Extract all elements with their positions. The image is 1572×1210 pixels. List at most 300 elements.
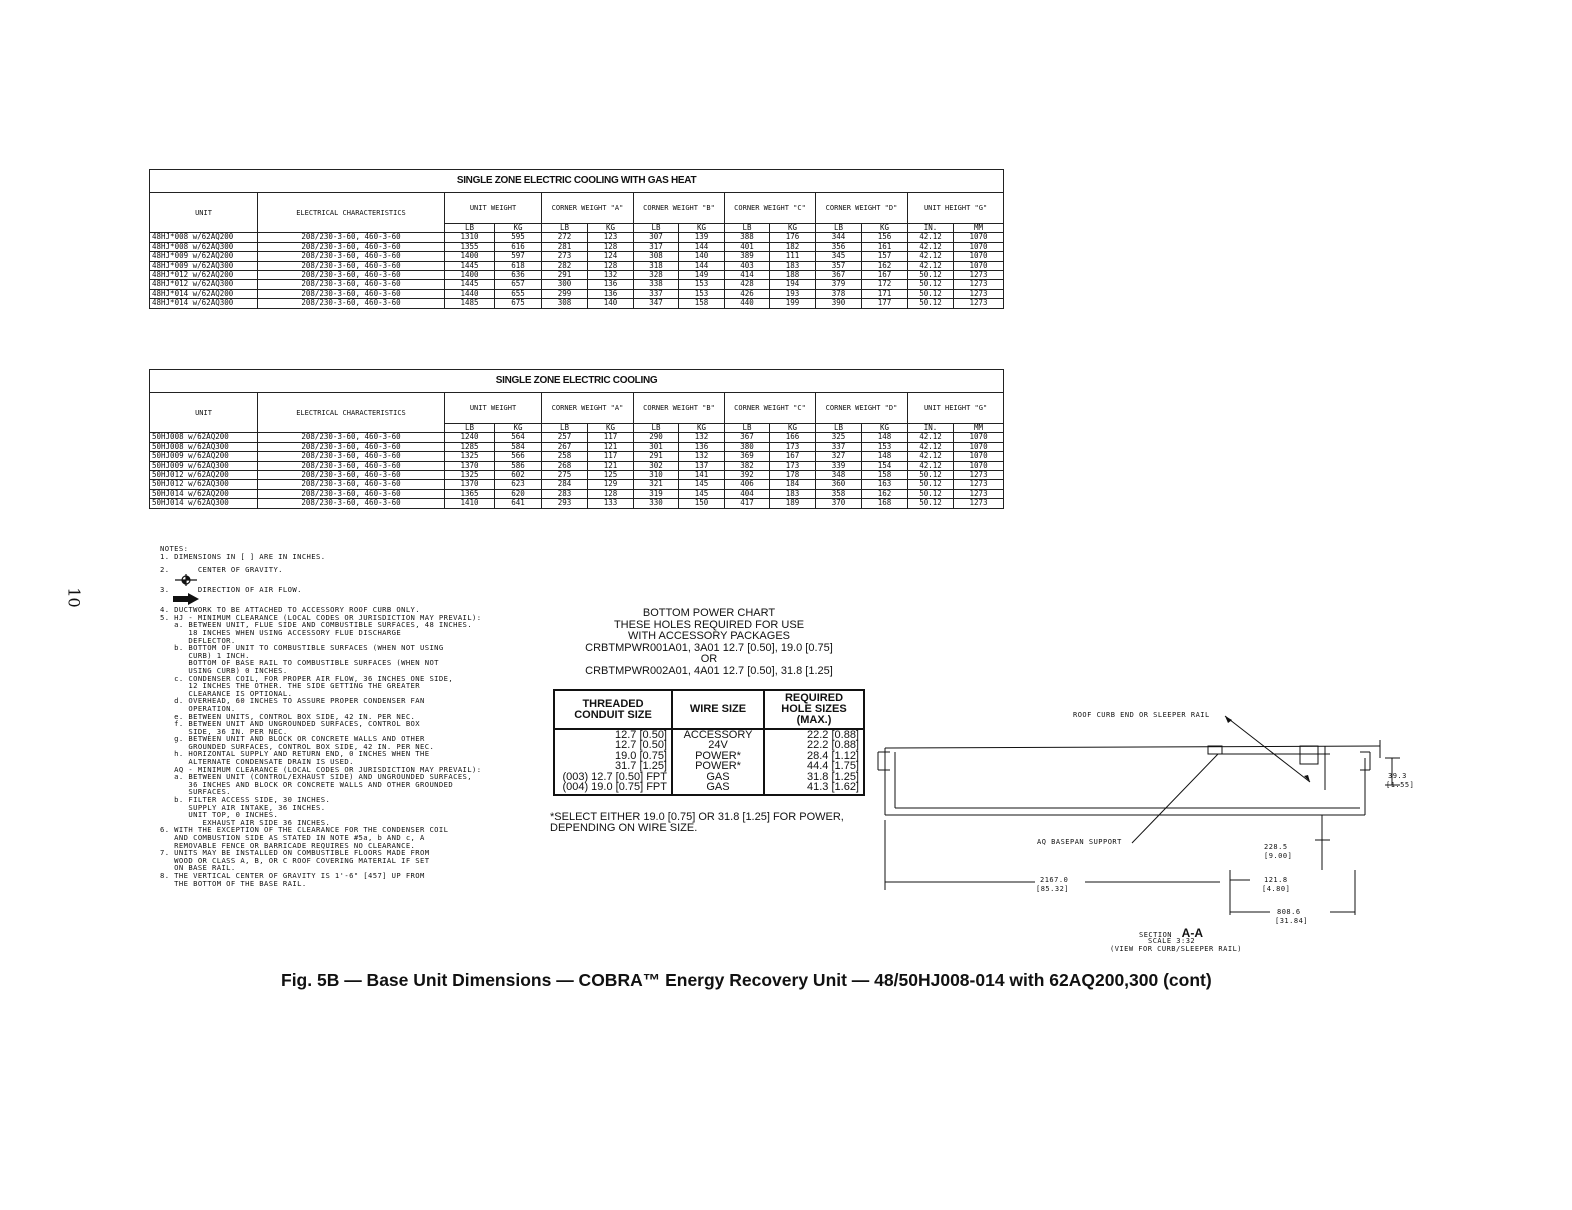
table-cell: 426 bbox=[725, 289, 770, 298]
note-line: e. BETWEEN UNITS, CONTROL BOX SIDE, 42 IN. PER NEC. bbox=[160, 711, 416, 721]
table-row bbox=[150, 271, 1004, 280]
subheader-cell: KG bbox=[588, 424, 634, 433]
table-row bbox=[150, 452, 1004, 461]
table-cell: 406 bbox=[725, 480, 770, 489]
note-line: c. CONDENSER COIL, FOR PROPER AIR FLOW, 36 INCHES ONE SIDE, bbox=[160, 673, 454, 683]
table-cell: 275 bbox=[542, 471, 588, 480]
table-cell: 655 bbox=[495, 289, 542, 298]
table-cell: 42.12 bbox=[908, 442, 954, 451]
table-cell: 167 bbox=[770, 452, 816, 461]
note-line: 36 INCHES AND BLOCK OR CONCRETE WALLS AND OTHER GROUNDED bbox=[160, 779, 454, 789]
table-cell: 153 bbox=[862, 442, 908, 451]
dim-808: 808.6 bbox=[1277, 908, 1301, 916]
table-cell: 208/230-3-60, 460-3-60 bbox=[258, 452, 445, 461]
table-cell: 272 bbox=[542, 233, 588, 242]
table-row bbox=[150, 442, 1004, 451]
table-cell: 208/230-3-60, 460-3-60 bbox=[258, 242, 445, 251]
subheader-cell: MM bbox=[954, 424, 1004, 433]
subheader-cell: KG bbox=[495, 224, 542, 233]
col-header-unit-height: UNIT HEIGHT "G" bbox=[908, 193, 1004, 224]
power-chart-heading-line: CRBTMPWR001A01, 3A01 12.7 [0.50], 19.0 [0.75] bbox=[585, 641, 833, 654]
table-cell: 317 bbox=[634, 242, 679, 251]
table-cell: 140 bbox=[588, 299, 634, 308]
table-cell: 42.12 bbox=[908, 433, 954, 442]
table-cell: 378 bbox=[816, 289, 862, 298]
table-cell: 1355 bbox=[445, 242, 495, 251]
note-line: g. BETWEEN UNIT AND BLOCK OR CONCRETE WALLS AND OTHER bbox=[160, 734, 425, 744]
note-line: h. HORIZONTAL SUPPLY AND RETURN END, 0 INCHES WHEN THE bbox=[160, 749, 430, 759]
table-cell: 42.12 bbox=[908, 252, 954, 261]
table-cell: 618 bbox=[495, 261, 542, 270]
power-chart-heading-line: CRBTMPWR002A01, 4A01 12.7 [0.50], 31.8 [1.25] bbox=[585, 664, 833, 677]
table-cell: 1070 bbox=[954, 242, 1004, 251]
dim-121: 121.8 bbox=[1264, 876, 1288, 884]
table-cell: 602 bbox=[495, 471, 542, 480]
table-cell: 367 bbox=[816, 271, 862, 280]
table-cell: 50.12 bbox=[908, 280, 954, 289]
table-cell: 208/230-3-60, 460-3-60 bbox=[258, 461, 445, 470]
table-cell: 290 bbox=[634, 433, 679, 442]
table-cell: 268 bbox=[542, 461, 588, 470]
table-cell: 428 bbox=[725, 280, 770, 289]
label-roof-curb: ROOF CURB END OR SLEEPER RAIL bbox=[1073, 711, 1210, 719]
table-cell: 208/230-3-60, 460-3-60 bbox=[258, 442, 445, 451]
table-cell: 199 bbox=[770, 299, 816, 308]
dim-2167-in: [85.32] bbox=[1036, 885, 1070, 893]
table-cell: 124 bbox=[588, 252, 634, 261]
table-cell: 1070 bbox=[954, 261, 1004, 270]
subheader-cell: LB bbox=[445, 224, 495, 233]
table-cell: 176 bbox=[770, 233, 816, 242]
table-cell: 31.8 [1.25] bbox=[764, 772, 864, 782]
table-cell: 173 bbox=[770, 442, 816, 451]
table-cell: 12.7 [0.50] bbox=[554, 740, 672, 750]
table-row bbox=[554, 782, 864, 795]
table-cell: 121 bbox=[588, 442, 634, 451]
table-cell: 42.12 bbox=[908, 242, 954, 251]
table-cell: 1365 bbox=[445, 489, 495, 498]
table-cell: 300 bbox=[542, 280, 588, 289]
table-row bbox=[150, 499, 1004, 508]
col-header-unit-weight: UNIT WEIGHT bbox=[445, 393, 542, 424]
note-line: SURFACES. bbox=[160, 787, 231, 797]
table-cell: 328 bbox=[634, 271, 679, 280]
table-cell: 154 bbox=[862, 461, 908, 470]
table-cell: 1070 bbox=[954, 442, 1004, 451]
table-cell: 267 bbox=[542, 442, 588, 451]
table-row bbox=[150, 433, 1004, 442]
subheader-cell: KG bbox=[679, 224, 725, 233]
table-cell: 1070 bbox=[954, 461, 1004, 470]
table-row bbox=[150, 280, 1004, 289]
table-cell: 42.12 bbox=[908, 261, 954, 270]
section-scale: SCALE 3:32 bbox=[1148, 937, 1196, 945]
subheader-cell: MM bbox=[954, 224, 1004, 233]
table-cell: 1273 bbox=[954, 299, 1004, 308]
table-cell: 208/230-3-60, 460-3-60 bbox=[258, 433, 445, 442]
unit-cell: 50HJ012 w/62AQ200 bbox=[150, 471, 258, 480]
subheader-cell: LB bbox=[445, 424, 495, 433]
table-cell: 414 bbox=[725, 271, 770, 280]
table-cell: 1485 bbox=[445, 299, 495, 308]
table-cell: 28.4 [1.12] bbox=[764, 751, 864, 761]
table-cell: 22.2 [0.88] bbox=[764, 740, 864, 750]
table-cell: 1400 bbox=[445, 271, 495, 280]
weight-table-gas-heat bbox=[149, 169, 1004, 309]
table-cell: 208/230-3-60, 460-3-60 bbox=[258, 289, 445, 298]
unit-cell: 48HJ*014 w/62AQ300 bbox=[150, 299, 258, 308]
note-line: USING CURB) 0 INCHES. bbox=[160, 665, 288, 675]
table-cell: 392 bbox=[725, 471, 770, 480]
table-cell: 128 bbox=[588, 489, 634, 498]
subheader-cell: KG bbox=[770, 224, 816, 233]
table-row bbox=[150, 471, 1004, 480]
note-line: a. BETWEEN UNIT (CONTROL/EXHAUST SIDE) AND UNGROUNDED SURFACES, bbox=[160, 772, 472, 782]
table-cell: 137 bbox=[679, 461, 725, 470]
table-cell: 367 bbox=[725, 433, 770, 442]
subheader-cell: KG bbox=[770, 424, 816, 433]
note-line: THE BOTTOM OF THE BASE RAIL. bbox=[160, 878, 307, 888]
note-line: AND COMBUSTION SIDE AS STATED IN NOTE #5a, b AND c, A bbox=[160, 833, 425, 842]
table-cell: 208/230-3-60, 460-3-60 bbox=[258, 233, 445, 242]
note-line: ON BASE RAIL. bbox=[160, 863, 236, 873]
table-cell: 597 bbox=[495, 252, 542, 261]
table-cell: 586 bbox=[495, 461, 542, 470]
table-cell: 675 bbox=[495, 299, 542, 308]
table-cell: 1273 bbox=[954, 471, 1004, 480]
table-cell: 360 bbox=[816, 480, 862, 489]
unit-cell: 48HJ*008 w/62AQ200 bbox=[150, 233, 258, 242]
subheader-cell: KG bbox=[588, 224, 634, 233]
col-header-hole-size: REQUIRED HOLE SIZES (MAX.) bbox=[764, 690, 864, 729]
table-cell: 308 bbox=[634, 252, 679, 261]
table-cell: 144 bbox=[679, 242, 725, 251]
dim-height: 39.3 bbox=[1388, 772, 1407, 780]
note-line: f. BETWEEN UNIT AND UNGROUNDED SURFACES, CONTROL BOX bbox=[160, 719, 420, 729]
table-cell: 148 bbox=[862, 433, 908, 442]
table-cell: 183 bbox=[770, 489, 816, 498]
note-line: SUPPLY AIR INTAKE, 36 INCHES. bbox=[160, 802, 326, 812]
table-cell: 50.12 bbox=[908, 499, 954, 508]
table-cell: 1273 bbox=[954, 480, 1004, 489]
table-cell: 145 bbox=[679, 489, 725, 498]
note-line: AQ - MINIMUM CLEARANCE (LOCAL CODES OR JURISDICTION MAY PREVAIL): bbox=[160, 764, 482, 774]
table-cell: 357 bbox=[816, 261, 862, 270]
table-row bbox=[150, 480, 1004, 489]
table-cell: 299 bbox=[542, 289, 588, 298]
table-cell: 150 bbox=[679, 499, 725, 508]
table-cell: 193 bbox=[770, 289, 816, 298]
unit-cell: 50HJ008 w/62AQ300 bbox=[150, 442, 258, 451]
subheader-cell: KG bbox=[679, 424, 725, 433]
weight-table-electric-cooling bbox=[149, 369, 1004, 509]
unit-cell: 48HJ*012 w/62AQ300 bbox=[150, 280, 258, 289]
table-cell: 125 bbox=[588, 471, 634, 480]
col-header-corner-a: CORNER WEIGHT "A" bbox=[542, 193, 634, 224]
table-cell: 1273 bbox=[954, 499, 1004, 508]
table-cell: 623 bbox=[495, 480, 542, 489]
table-cell: 184 bbox=[770, 480, 816, 489]
note-line: 3. DIRECTION OF AIR FLOW. bbox=[160, 585, 302, 595]
table-cell: (004) 19.0 [0.75] FPT bbox=[554, 782, 672, 795]
subheader-cell: IN. bbox=[908, 424, 954, 433]
note-line: WOOD OR CLASS A, B, OR C ROOF COVERING MATERIAL IF SET bbox=[160, 855, 430, 865]
table-cell: 168 bbox=[862, 499, 908, 508]
table-cell: GAS bbox=[672, 772, 764, 782]
table-cell: 1370 bbox=[445, 461, 495, 470]
power-chart-heading-line: WITH ACCESSORY PACKAGES bbox=[628, 630, 790, 642]
power-chart-heading-line: BOTTOM POWER CHART bbox=[642, 607, 776, 619]
table-cell: 139 bbox=[679, 233, 725, 242]
table-row bbox=[150, 299, 1004, 308]
table-cell: 166 bbox=[770, 433, 816, 442]
section-title-letters: A-A bbox=[1181, 926, 1203, 940]
unit-cell: 48HJ*014 w/62AQ200 bbox=[150, 289, 258, 298]
table-cell: 31.7 [1.25] bbox=[554, 761, 672, 771]
unit-cell: 50HJ008 w/62AQ200 bbox=[150, 433, 258, 442]
note-line: DEFLECTOR. bbox=[160, 635, 236, 645]
table-cell: 44.4 [1.75] bbox=[764, 761, 864, 771]
col-header-corner-d: CORNER WEIGHT "D" bbox=[816, 393, 908, 424]
col-header-corner-b: CORNER WEIGHT "B" bbox=[634, 393, 725, 424]
table-cell: 183 bbox=[770, 261, 816, 270]
subheader-cell: LB bbox=[816, 224, 862, 233]
table-cell: 178 bbox=[770, 471, 816, 480]
table-cell: 1310 bbox=[445, 233, 495, 242]
table-cell: 172 bbox=[862, 280, 908, 289]
table-cell: 330 bbox=[634, 499, 679, 508]
table-row bbox=[150, 233, 1004, 242]
table-cell: 1285 bbox=[445, 442, 495, 451]
col-header-unit-height: UNIT HEIGHT "G" bbox=[908, 393, 1004, 424]
table-cell: 140 bbox=[679, 252, 725, 261]
table-cell: 133 bbox=[588, 499, 634, 508]
table-cell: 208/230-3-60, 460-3-60 bbox=[258, 299, 445, 308]
subheader-cell: LB bbox=[542, 224, 588, 233]
table-cell: 1273 bbox=[954, 289, 1004, 298]
subheader-cell: LB bbox=[816, 424, 862, 433]
table-cell: 584 bbox=[495, 442, 542, 451]
table-cell: 319 bbox=[634, 489, 679, 498]
figure-caption: Fig. 5B — Base Unit Dimensions — COBRA™ Energy Recovery Unit — 48/50HJ008-014 with 62AQ200,300 (cont) bbox=[281, 970, 1212, 990]
section-title-prefix: SECTION bbox=[1139, 931, 1173, 939]
note-line: d. OVERHEAD, 60 INCHES TO ASSURE PROPER CONDENSER FAN bbox=[160, 696, 425, 706]
note-line: 6. WITH THE EXCEPTION OF THE CLEARANCE FOR THE CONDENSER COIL bbox=[160, 825, 449, 835]
note-line: EXHAUST AIR SIDE 36 INCHES. bbox=[160, 817, 331, 827]
dim-228: 228.5 bbox=[1264, 843, 1288, 851]
table-cell: 42.12 bbox=[908, 461, 954, 470]
table-cell: 1325 bbox=[445, 452, 495, 461]
table-cell: 358 bbox=[816, 489, 862, 498]
table-cell: 50.12 bbox=[908, 489, 954, 498]
table-cell: 345 bbox=[816, 252, 862, 261]
table-cell: 258 bbox=[542, 452, 588, 461]
col-header-electrical: ELECTRICAL CHARACTERISTICS bbox=[258, 393, 445, 433]
col-header-unit: UNIT bbox=[150, 193, 258, 233]
section-a-a-drawing bbox=[870, 700, 1430, 960]
table-cell: 22.2 [0.88] bbox=[764, 729, 864, 740]
table-cell: 566 bbox=[495, 452, 542, 461]
table-cell: 177 bbox=[862, 299, 908, 308]
table-row bbox=[150, 289, 1004, 298]
unit-cell: 48HJ*009 w/62AQ200 bbox=[150, 252, 258, 261]
table-cell: POWER* bbox=[672, 751, 764, 761]
table-cell: 641 bbox=[495, 499, 542, 508]
table-cell: 1070 bbox=[954, 433, 1004, 442]
col-header-corner-b: CORNER WEIGHT "B" bbox=[634, 193, 725, 224]
table-cell: 132 bbox=[679, 433, 725, 442]
table-cell: 182 bbox=[770, 242, 816, 251]
table-cell: 153 bbox=[679, 280, 725, 289]
dim-121-in: [4.80] bbox=[1262, 885, 1291, 893]
table-cell: 379 bbox=[816, 280, 862, 289]
table-cell: 338 bbox=[634, 280, 679, 289]
unit-cell: 50HJ014 w/62AQ300 bbox=[150, 499, 258, 508]
table-cell: 1445 bbox=[445, 280, 495, 289]
note-line: UNIT TOP, 0 INCHES. bbox=[160, 810, 279, 820]
table-cell: 149 bbox=[679, 271, 725, 280]
table-cell: 273 bbox=[542, 252, 588, 261]
table-cell: 145 bbox=[679, 480, 725, 489]
table-cell: 208/230-3-60, 460-3-60 bbox=[258, 489, 445, 498]
note-line: b. FILTER ACCESS SIDE, 30 INCHES. bbox=[160, 795, 331, 805]
power-chart-footnote: *SELECT EITHER 19.0 [0.75] OR 31.8 [1.25] FOR POWER, DEPENDING ON WIRE SIZE. bbox=[550, 811, 844, 834]
table-cell: 1370 bbox=[445, 480, 495, 489]
table-cell: 41.3 [1.62] bbox=[764, 782, 864, 795]
table-cell: 208/230-3-60, 460-3-60 bbox=[258, 480, 445, 489]
table-cell: 148 bbox=[862, 452, 908, 461]
subheader-cell: LB bbox=[634, 424, 679, 433]
table-cell: 308 bbox=[542, 299, 588, 308]
table-cell: 282 bbox=[542, 261, 588, 270]
subheader-cell: KG bbox=[862, 424, 908, 433]
table-cell: 337 bbox=[816, 442, 862, 451]
subheader-cell: KG bbox=[862, 224, 908, 233]
table-cell: 188 bbox=[770, 271, 816, 280]
table-cell: 123 bbox=[588, 233, 634, 242]
table-cell: 117 bbox=[588, 433, 634, 442]
table-cell: 157 bbox=[862, 252, 908, 261]
table-cell: 128 bbox=[588, 242, 634, 251]
table-cell: 128 bbox=[588, 261, 634, 270]
table-cell: 337 bbox=[634, 289, 679, 298]
table-cell: 141 bbox=[679, 471, 725, 480]
note-line: REMOVABLE FENCE OR BARRICADE REQUIRES NO CLEARANCE. bbox=[160, 840, 416, 850]
table-cell: 388 bbox=[725, 233, 770, 242]
table-cell: 293 bbox=[542, 499, 588, 508]
table-cell: 162 bbox=[862, 261, 908, 270]
table-cell: 404 bbox=[725, 489, 770, 498]
dim-228-in: [9.00] bbox=[1264, 852, 1293, 860]
table-title: SINGLE ZONE ELECTRIC COOLING WITH GAS HEAT bbox=[150, 170, 1004, 193]
table-cell: 12.7 [0.50] bbox=[554, 729, 672, 740]
note-line: CURB) 1 INCH. bbox=[160, 650, 250, 660]
table-cell: 595 bbox=[495, 233, 542, 242]
unit-cell: 48HJ*009 w/62AQ300 bbox=[150, 261, 258, 270]
table-cell: 111 bbox=[770, 252, 816, 261]
col-header-unit: UNIT bbox=[150, 393, 258, 433]
table-cell: 310 bbox=[634, 471, 679, 480]
table-cell: 325 bbox=[816, 433, 862, 442]
note-line: CLEARANCE IS OPTIONAL. bbox=[160, 688, 293, 698]
table-cell: 156 bbox=[862, 233, 908, 242]
table-cell: 208/230-3-60, 460-3-60 bbox=[258, 280, 445, 289]
table-cell: 136 bbox=[588, 280, 634, 289]
table-cell: 194 bbox=[770, 280, 816, 289]
table-cell: 1240 bbox=[445, 433, 495, 442]
table-cell: 347 bbox=[634, 299, 679, 308]
table-cell: 257 bbox=[542, 433, 588, 442]
table-cell: 369 bbox=[725, 452, 770, 461]
unit-cell: 50HJ009 w/62AQ200 bbox=[150, 452, 258, 461]
subheader-cell: IN. bbox=[908, 224, 954, 233]
table-cell: 440 bbox=[725, 299, 770, 308]
power-chart-heading bbox=[554, 608, 864, 677]
table-cell: 339 bbox=[816, 461, 862, 470]
table-cell: 189 bbox=[770, 499, 816, 508]
note-line: 4. DUCTWORK TO BE ATTACHED TO ACCESSORY ROOF CURB ONLY. bbox=[160, 605, 420, 615]
table-cell: 173 bbox=[770, 461, 816, 470]
table-cell: 158 bbox=[862, 471, 908, 480]
table-cell: 284 bbox=[542, 480, 588, 489]
table-cell: 42.12 bbox=[908, 233, 954, 242]
col-header-electrical: ELECTRICAL CHARACTERISTICS bbox=[258, 193, 445, 233]
col-header-corner-a: CORNER WEIGHT "A" bbox=[542, 393, 634, 424]
table-cell: POWER* bbox=[672, 761, 764, 771]
table-cell: 50.12 bbox=[908, 299, 954, 308]
table-cell: 161 bbox=[862, 242, 908, 251]
table-cell: 291 bbox=[542, 271, 588, 280]
subheader-cell: LB bbox=[634, 224, 679, 233]
dim-808-in: [31.84] bbox=[1275, 917, 1309, 925]
table-cell: 136 bbox=[588, 289, 634, 298]
table-cell: 301 bbox=[634, 442, 679, 451]
note-line: BOTTOM OF BASE RAIL TO COMBUSTIBLE SURFACES (WHEN NOT bbox=[160, 658, 439, 668]
table-cell: 283 bbox=[542, 489, 588, 498]
unit-cell: 50HJ009 w/62AQ300 bbox=[150, 461, 258, 470]
table-cell: 129 bbox=[588, 480, 634, 489]
table-cell: 50.12 bbox=[908, 471, 954, 480]
table-cell: 370 bbox=[816, 499, 862, 508]
table-cell: 380 bbox=[725, 442, 770, 451]
table-cell: 153 bbox=[679, 289, 725, 298]
table-cell: 327 bbox=[816, 452, 862, 461]
col-header-corner-c: CORNER WEIGHT "C" bbox=[725, 193, 816, 224]
col-header-corner-d: CORNER WEIGHT "D" bbox=[816, 193, 908, 224]
unit-cell: 48HJ*012 w/62AQ200 bbox=[150, 271, 258, 280]
table-cell: 50.12 bbox=[908, 271, 954, 280]
note-line: NOTES: bbox=[160, 544, 189, 553]
table-cell: 1410 bbox=[445, 499, 495, 508]
table-cell: 389 bbox=[725, 252, 770, 261]
table-cell: 636 bbox=[495, 271, 542, 280]
table-cell: 158 bbox=[679, 299, 725, 308]
table-cell: 417 bbox=[725, 499, 770, 508]
table-cell: 208/230-3-60, 460-3-60 bbox=[258, 471, 445, 480]
airflow-arrow-icon bbox=[172, 593, 200, 605]
unit-cell: 48HJ*008 w/62AQ300 bbox=[150, 242, 258, 251]
table-cell: ACCESSORY bbox=[672, 729, 764, 740]
note-line: 8. THE VERTICAL CENTER OF GRAVITY IS 1'-6" [457] UP FROM bbox=[160, 870, 425, 880]
table-cell: 348 bbox=[816, 471, 862, 480]
table-cell: 344 bbox=[816, 233, 862, 242]
table-cell: 208/230-3-60, 460-3-60 bbox=[258, 499, 445, 508]
col-header-unit-weight: UNIT WEIGHT bbox=[445, 193, 542, 224]
subheader-cell: KG bbox=[495, 424, 542, 433]
table-cell: 19.0 [0.75] bbox=[554, 751, 672, 761]
center-of-gravity-icon bbox=[174, 573, 198, 587]
table-cell: 302 bbox=[634, 461, 679, 470]
